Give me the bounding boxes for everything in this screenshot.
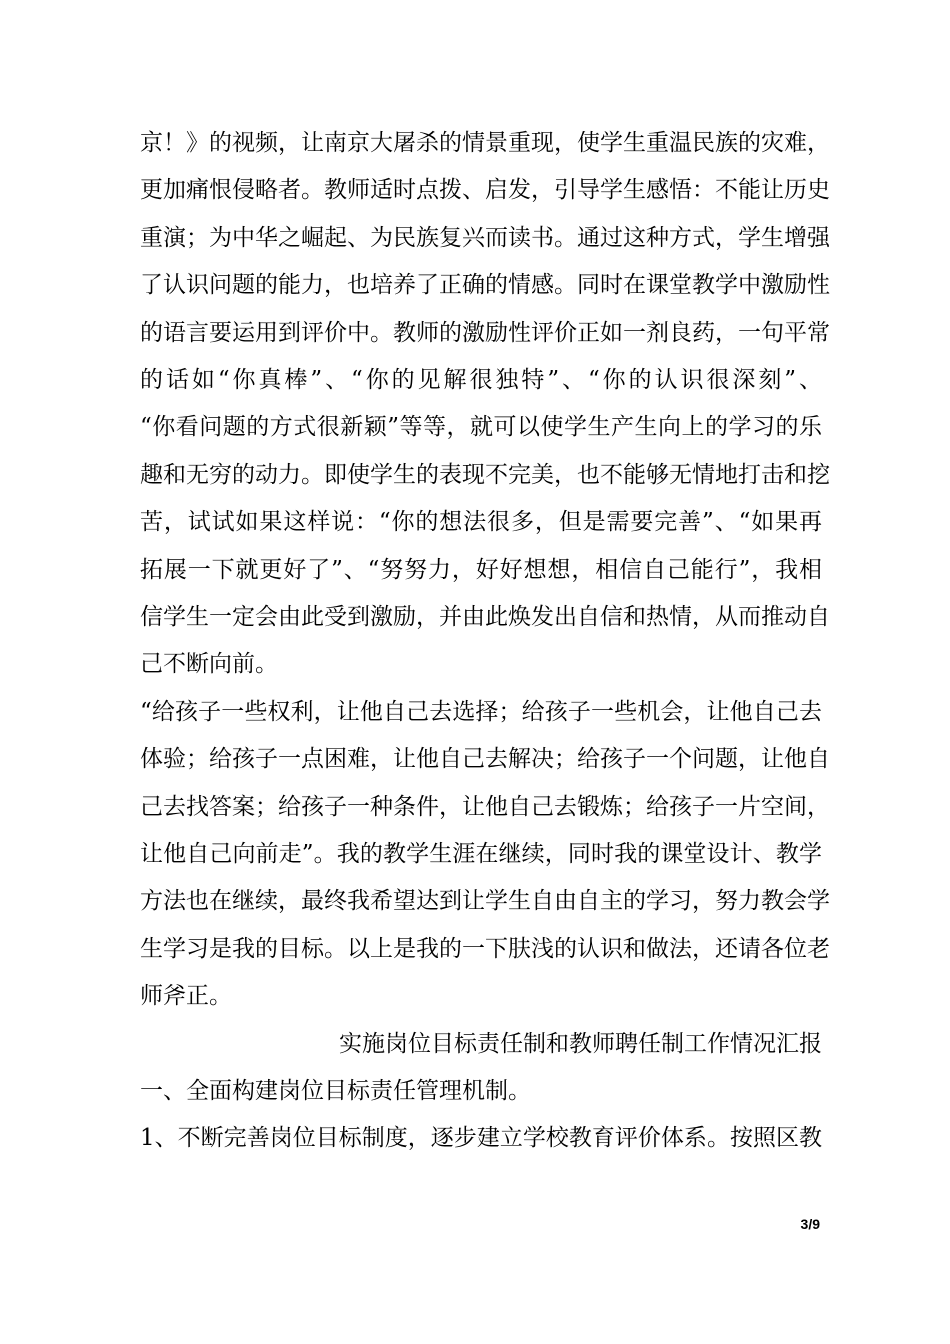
text-line: 京！》的视频，让南京大屠杀的情景重现，使学生重温民族的灾难，: [140, 130, 830, 156]
text-line: 的语言要运用到评价中。教师的激励性评价正如一剂良药，一句平常: [140, 320, 830, 346]
text-line: 体验；给孩子一点困难，让他自己去解决；给孩子一个问题，让他自: [140, 746, 830, 772]
page-number: 3/9: [800, 1216, 820, 1232]
text-line: 让他自己向前走”。我的教学生涯在继续，同时我的课堂设计、教学: [140, 841, 822, 867]
text-line: 的话如“你真棒”、“你的见解很独特”、“你的认识很深刻”、: [140, 367, 822, 393]
text-line: 1、不断完善岗位目标制度，逐步建立学校教育评价体系。按照区教: [140, 1125, 822, 1151]
text-line: 拓展一下就更好了”、“努努力，好好想想，相信自己能行”，我相: [140, 557, 822, 583]
text-line: “你看问题的方式很新颖”等等，就可以使学生产生向上的学习的乐: [140, 414, 822, 440]
text-line: 苦，试试如果这样说：“你的想法很多，但是需要完善”、“如果再: [140, 509, 822, 535]
text-line: 生学习是我的目标。以上是我的一下肤浅的认识和做法，还请各位老: [140, 936, 830, 962]
text-line: 己不断向前。: [140, 651, 278, 677]
text-line: 重演；为中华之崛起、为民族复兴而读书。通过这种方式，学生增强: [140, 225, 830, 251]
text-line: 己去找答案；给孩子一种条件，让他自己去锻炼；给孩子一片空间，: [140, 794, 830, 820]
text-line: 更加痛恨侵略者。教师适时点拨、启发，引导学生感悟：不能让历史: [140, 177, 830, 203]
text-line: 了认识问题的能力，也培养了正确的情感。同时在课堂教学中激励性: [140, 272, 830, 298]
text-line: 方法也在继续，最终我希望达到让学生自由自主的学习，努力教会学: [140, 888, 830, 914]
text-line: 师斧正。: [140, 983, 232, 1009]
section-title: 实施岗位目标责任制和教师聘任制工作情况汇报: [339, 1031, 822, 1057]
text-line: 趣和无穷的动力。即使学生的表现不完美，也不能够无情地打击和挖: [140, 462, 830, 488]
text-line: 一、全面构建岗位目标责任管理机制。: [140, 1078, 531, 1104]
text-line: “给孩子一些权利，让他自己去选择；给孩子一些机会，让他自己去: [140, 699, 822, 725]
text-line: 信学生一定会由此受到激励，并由此焕发出自信和热情，从而推动自: [140, 604, 830, 630]
